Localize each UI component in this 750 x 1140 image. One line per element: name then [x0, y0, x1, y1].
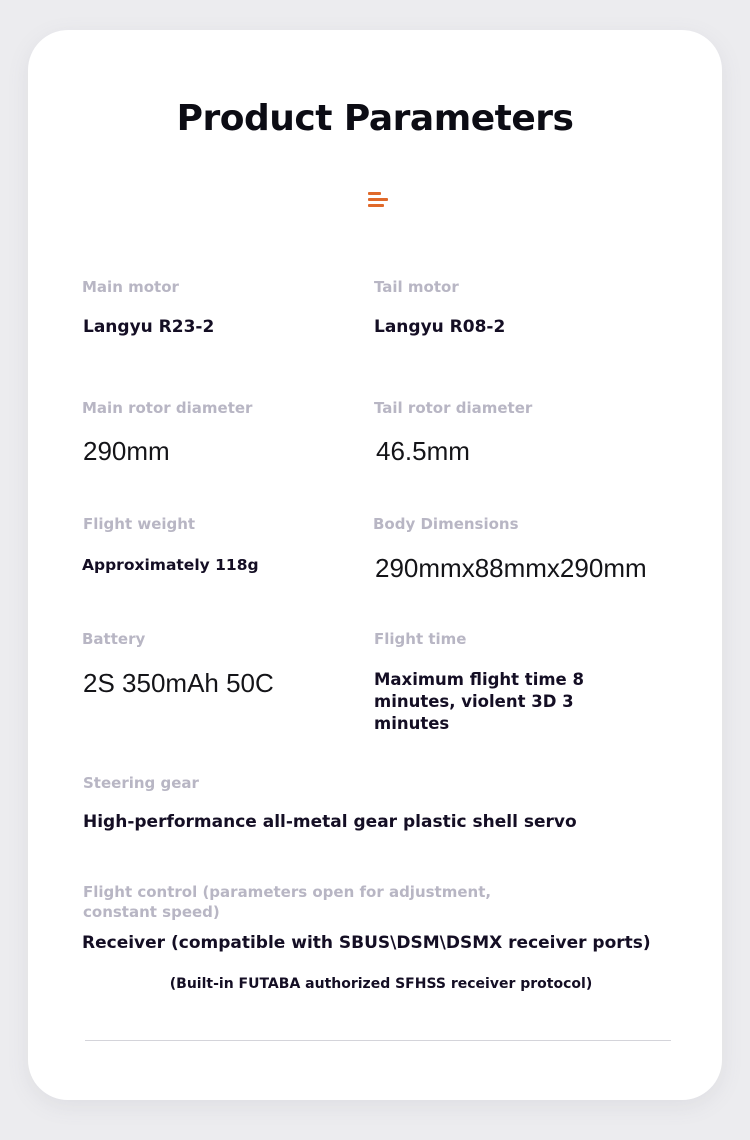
main-motor-value: Langyu R23-2 [83, 317, 215, 337]
steering-gear-value: High-performance all-metal gear plastic shell servo [83, 812, 577, 832]
steering-gear-label: Steering gear [83, 774, 199, 792]
tail-motor-value: Langyu R08-2 [374, 317, 506, 337]
flight-control-value: Receiver (compatible with SBUS\DSM\DSMX receiver ports) [82, 933, 651, 953]
battery-value: 2S 350mAh 50C [83, 668, 274, 698]
tail-rotor-label: Tail rotor diameter [374, 399, 533, 417]
flight-weight-label: Flight weight [83, 515, 196, 533]
flight-control-label: Flight control (parameters open for adjustment, constant speed) [83, 883, 492, 921]
battery-label: Battery [82, 630, 146, 648]
flight-weight-value: Approximately 118g [82, 556, 259, 574]
menu-lines-icon [368, 192, 390, 210]
divider [85, 1040, 671, 1041]
main-rotor-value: 290mm [83, 436, 170, 466]
tail-motor-label: Tail motor [374, 278, 459, 296]
page-title: Product Parameters [176, 98, 574, 139]
tail-rotor-value: 46.5mm [376, 436, 470, 466]
body-dimensions-label: Body Dimensions [373, 515, 519, 533]
flight-time-label: Flight time [374, 630, 467, 648]
main-motor-label: Main motor [82, 278, 179, 296]
receiver-protocol-note: (Built-in FUTABA authorized SFHSS receiver protocol) [169, 976, 593, 992]
flight-time-value: Maximum flight time 8 minutes, violent 3D 3 minutes [374, 670, 584, 733]
main-rotor-label: Main rotor diameter [82, 399, 253, 417]
body-dimensions-value: 290mmx88mmx290mm [375, 553, 647, 583]
